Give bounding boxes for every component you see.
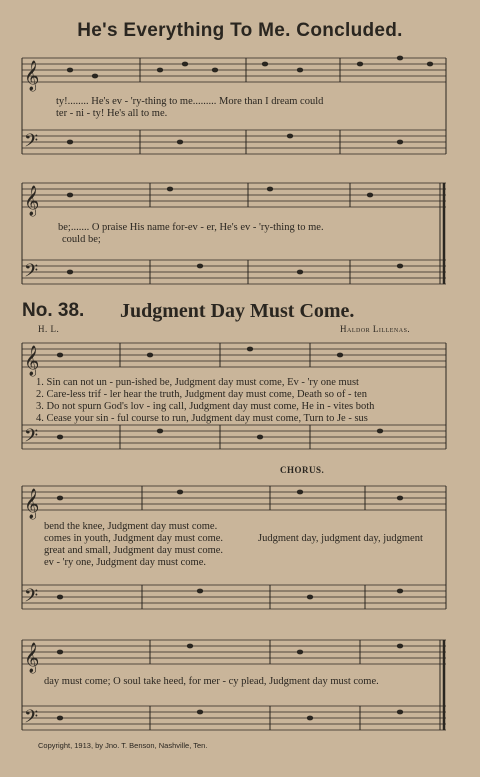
svg-text:𝄞: 𝄞: [24, 643, 40, 673]
lyric-s1-line1: ty!........ He's ev - 'ry-thing to me......... More than I dream could: [56, 96, 324, 107]
verse-end-2: comes in youth, Judgment day must come.: [44, 533, 224, 544]
verse-3: 3. Do not spurn God's lov - ing call, Judgment day must come, He in - vites both: [36, 401, 375, 412]
staff-4-bass: [22, 585, 446, 609]
svg-text:𝄢: 𝄢: [24, 707, 39, 732]
staff-1-bass: [22, 130, 446, 154]
staff-3-treble: [22, 343, 446, 367]
verse-end-4: ev - 'ry one, Judgment day must come.: [44, 557, 206, 568]
svg-text:𝄢: 𝄢: [24, 261, 39, 286]
verse-2: 2. Care-less trif - ler hear the truth, Judgment day must come, Death so of - ten: [36, 389, 367, 400]
svg-text:𝄞: 𝄞: [24, 186, 40, 216]
staff-1-treble: [22, 58, 446, 82]
staff-4-treble: [22, 486, 446, 510]
verse-end-3: great and small, Judgment day must come.: [44, 545, 224, 556]
hymn-number: No. 38.: [22, 300, 85, 321]
page-title: He's Everything To Me. Concluded.: [77, 20, 403, 41]
verse-1: 1. Sin can not un - pun-ished be, Judgment day must come, Ev - 'ry one must: [36, 377, 359, 388]
hymn-title: Judgment Day Must Come.: [120, 300, 355, 322]
staff-2-bass: [22, 260, 446, 284]
svg-text:𝄢: 𝄢: [24, 586, 39, 611]
verse-end-1: bend the knee, Judgment day must come.: [44, 521, 218, 532]
lyric-s1-line2: ter - ni - ty! He's all to me.: [56, 108, 168, 119]
chorus-label: CHORUS.: [280, 465, 325, 475]
staff-5-treble: [22, 640, 446, 664]
final-lyric: day must come; O soul take heed, for mer - cy plead, Judgment day must come.: [44, 676, 379, 687]
svg-text:𝄞: 𝄞: [24, 346, 40, 376]
chorus-line: Judgment day, judgment day, judgment: [258, 533, 423, 544]
staff-2-treble: [22, 183, 446, 207]
staff-3-bass: [22, 425, 446, 449]
verse-4: 4. Cease your sin - ful course to run, Judgment day must come, Turn to Je - sus: [36, 413, 368, 424]
svg-text:𝄢: 𝄢: [24, 131, 39, 156]
svg-text:𝄞: 𝄞: [24, 61, 40, 91]
lyric-s2-line2: could be;: [62, 234, 101, 245]
lyric-s2-line1: be;....... O praise His name for-ev - er, He's ev - 'ry-thing to me.: [58, 222, 324, 233]
svg-text:𝄢: 𝄢: [24, 426, 39, 451]
hymn-author: H. L.: [38, 324, 60, 334]
hymn-composer: Haldor Lillenas.: [340, 324, 411, 334]
svg-text:𝄞: 𝄞: [24, 489, 40, 519]
staff-5-bass: [22, 706, 446, 730]
copyright-notice: Copyright, 1913, by Jno. T. Benson, Nashville, Ten.: [38, 741, 208, 750]
